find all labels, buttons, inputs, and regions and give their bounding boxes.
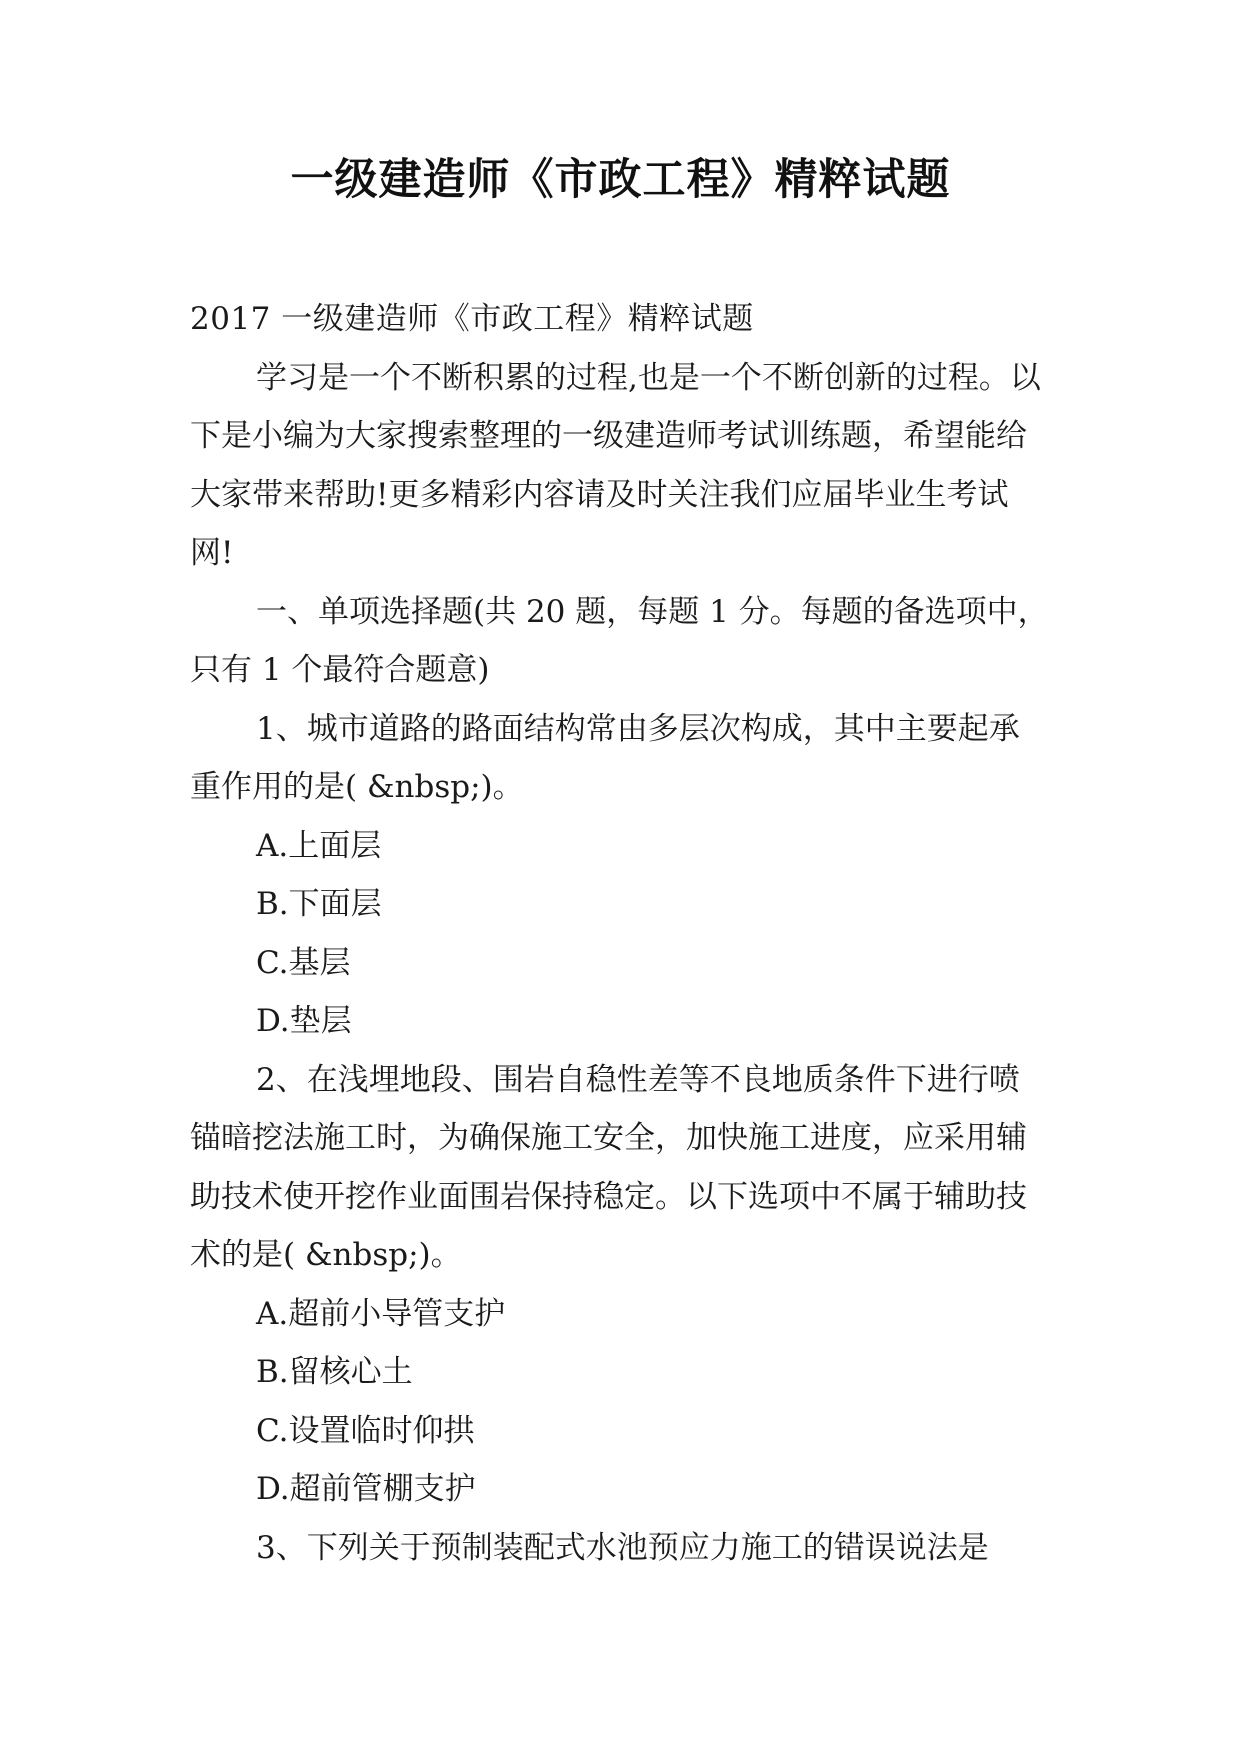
section-heading: 一、单项选择题(共 20 题，每题 1 分。每题的备选项中，只有 1 个最符合题意) <box>190 593 1049 688</box>
question-stem: 1、城市道路的路面结构常由多层次构成，其中主要起承重作用的是( &nbsp;)。 <box>190 710 1020 805</box>
document-title: 一级建造师《市政工程》精粹试题 <box>290 155 951 205</box>
document-subtitle: 2017 一级建造师《市政工程》精粹试题 <box>190 301 754 337</box>
intro-paragraph: 学习是一个不断积累的过程,也是一个不断创新的过程。以下是小编为大家搜索整理的一级建造师考试训练题，希望能给大家带来帮助!更多精彩内容请及时关注我们应届毕业生考试网! <box>190 359 1041 571</box>
answer-option: D.超前管棚支护 <box>256 1471 476 1507</box>
document-body <box>190 290 1050 1577</box>
answer-option: A.上面层 <box>256 827 382 864</box>
answer-option: A.超前小导管支护 <box>256 1295 506 1332</box>
question-stem: 3、下列关于预制装配式水池预应力施工的错误说法是 <box>256 1529 989 1566</box>
answer-option: C.设置临时仰拱 <box>256 1412 475 1449</box>
answer-option: B.留核心土 <box>256 1354 413 1390</box>
answer-option: C.基层 <box>256 944 351 981</box>
answer-option: B.下面层 <box>256 886 382 922</box>
question-stem: 2、在浅埋地段、围岩自稳性差等不良地质条件下进行喷锚暗挖法施工时，为确保施工安全，加快施工进度，应采用辅助技术使开挖作业面围岩保持稳定。以下选项中不属于辅助技术的是( &nbsp;)。 <box>190 1061 1027 1273</box>
answer-option: D.垫层 <box>256 1003 352 1039</box>
